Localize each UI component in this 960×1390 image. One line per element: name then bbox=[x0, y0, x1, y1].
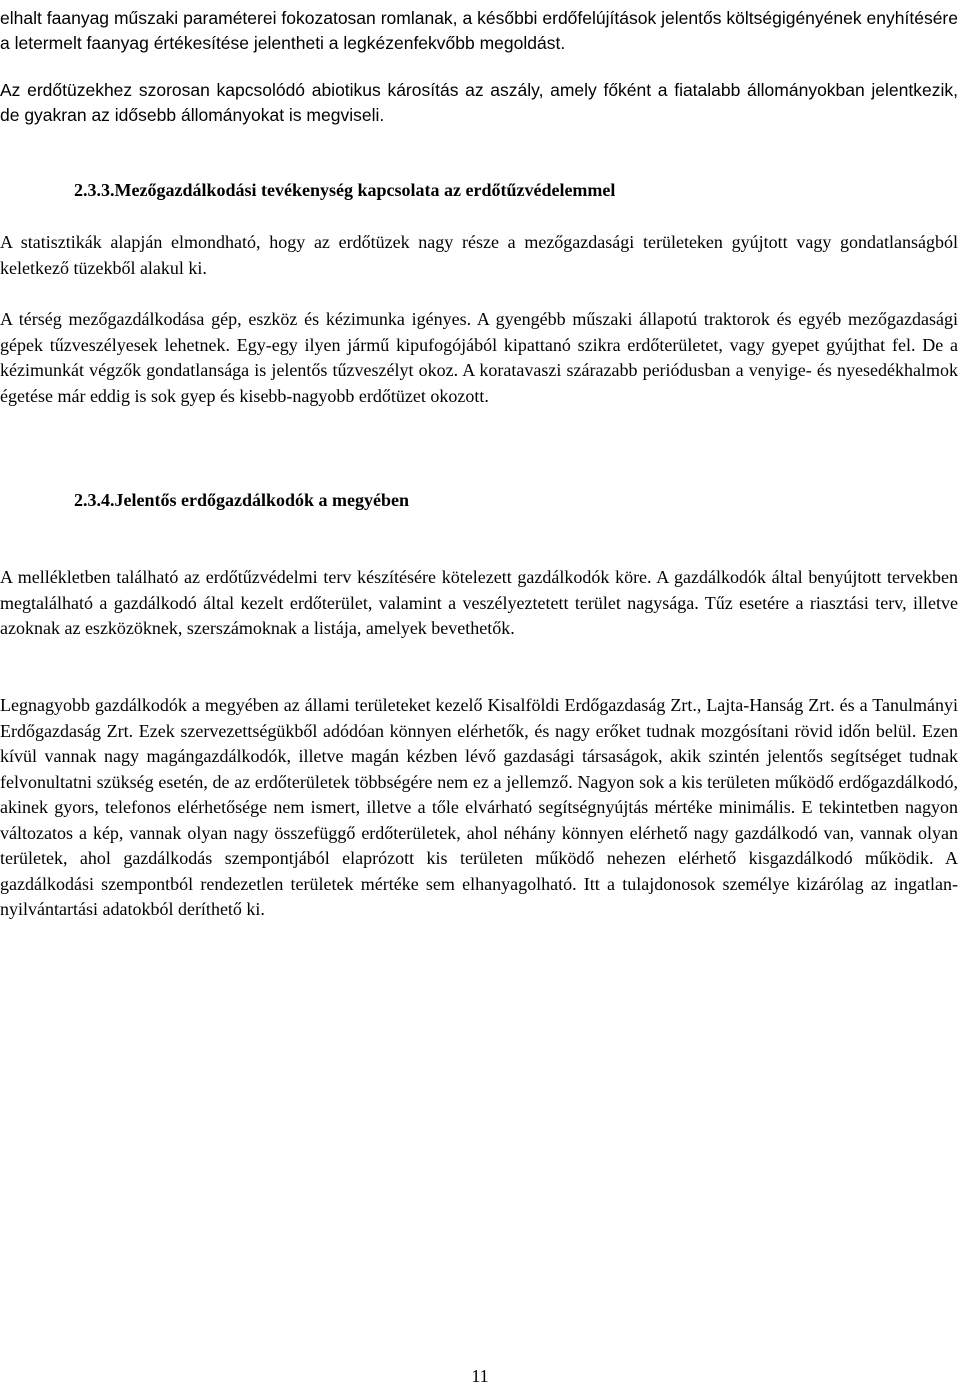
paragraph-statistics: A statisztikák alapján elmondható, hogy az erdőtüzek nagy része a mezőgazdasági területeken gyújtott vagy gondatlanságból keletkező tüzekből alakul ki. bbox=[0, 232, 958, 278]
page-number: 11 bbox=[471, 1366, 489, 1386]
paragraph-agriculture-risks: A térség mezőgazdálkodása gép, eszköz és kézimunka igényes. A gyengébb műszaki állapotú traktorok és egyéb mezőgazdasági gépek tűzveszélyesek lehetnek. Egy-egy ilyen jármű kipufogójából kipattanó szikra erdőterületet, vagy gyepet gyújthat fel. De a kézimunkát végzők gondatlansága is jelentős tűzveszélyt okoz. A koratavaszi szárazabb periódusban a venyige- és nyesedékhalmok égetése már eddig is sok gyep és kisebb-nagyobb erdőtüzet okozott. bbox=[0, 309, 958, 406]
paragraph-fire-plan: A mellékletben található az erdőtűzvédelmi terv készítésére kötelezett gazdálkodók köre. A gazdálkodók által benyújtott tervekben megtalálható a gazdálkodó által kezelt erdőterület, valamint a veszélyeztetett terület nagysága. Tűz esetére a riasztási terv, illetve azoknak az eszközöknek, szerszámoknak a listája, amelyek bevethetők. bbox=[0, 567, 958, 638]
paragraph-largest-managers: Legnagyobb gazdálkodók a megyében az állami területeket kezelő Kisalföldi Erdőgazdaság Zrt., Lajta-Hanság Zrt. és a Tanulmányi Erdőgazdaság Zrt. Ezek szervezettségükből adódóan könnyen elérhetők, és nagy erőket tudnak mozgósítani rövid időn belül. Ezen kívül vannak nagy magángazdálkodók, illetve magán kézben lévő gazdasági társaságok, akik szintén jelentős segítséget tudnak felvonultatni szükség esetén, de az erdőterületek többségére nem ez a jellemző. Nagyon sok a kis területen működő erdőgazdálkodó, akinek gyors, telefonos elérhetősége nem ismert, illetve a tőle elvárható segítségnyújtás mértéke minimális. E tekintetben nagyon változatos a kép, vannak olyan nagy összefüggő erdőterületek, ahol néhány könnyen elérhető nagy gazdálkodó van, vannak olyan területek, ahol gazdálkodás szempontjából elaprózott kis területen működő nehezen elérhető kisgazdálkodó működik. A gazdálkodási szempontból rendezetlen területek mértéke sem elhanyagolható. Itt a tulajdonosok személye kizárólag az ingatlannyilvántartási adatokból deríthető ki. bbox=[0, 695, 958, 919]
section-heading-2-3-4: 2.3.4.Jelentős erdőgazdálkodók a megyében bbox=[74, 490, 409, 510]
section-heading-2-3-3: 2.3.3.Mezőgazdálkodási tevékenység kapcsolata az erdőtűzvédelemmel bbox=[74, 180, 616, 200]
paragraph-drought: Az erdőtüzekhez szorosan kapcsolódó abiotikus károsítás az aszály, amely főként a fiatalabb állományokban jelentkezik, de gyakran az idősebb állományokat is megviseli. bbox=[0, 80, 958, 125]
paragraph-intro-continuation: elhalt faanyag műszaki paraméterei fokozatosan romlanak, a későbbi erdőfelújítások jelentős költségigényének enyhítésére a letermelt faanyag értékesítése jelentheti a legkézenfekvőbb megoldást. bbox=[0, 8, 958, 53]
